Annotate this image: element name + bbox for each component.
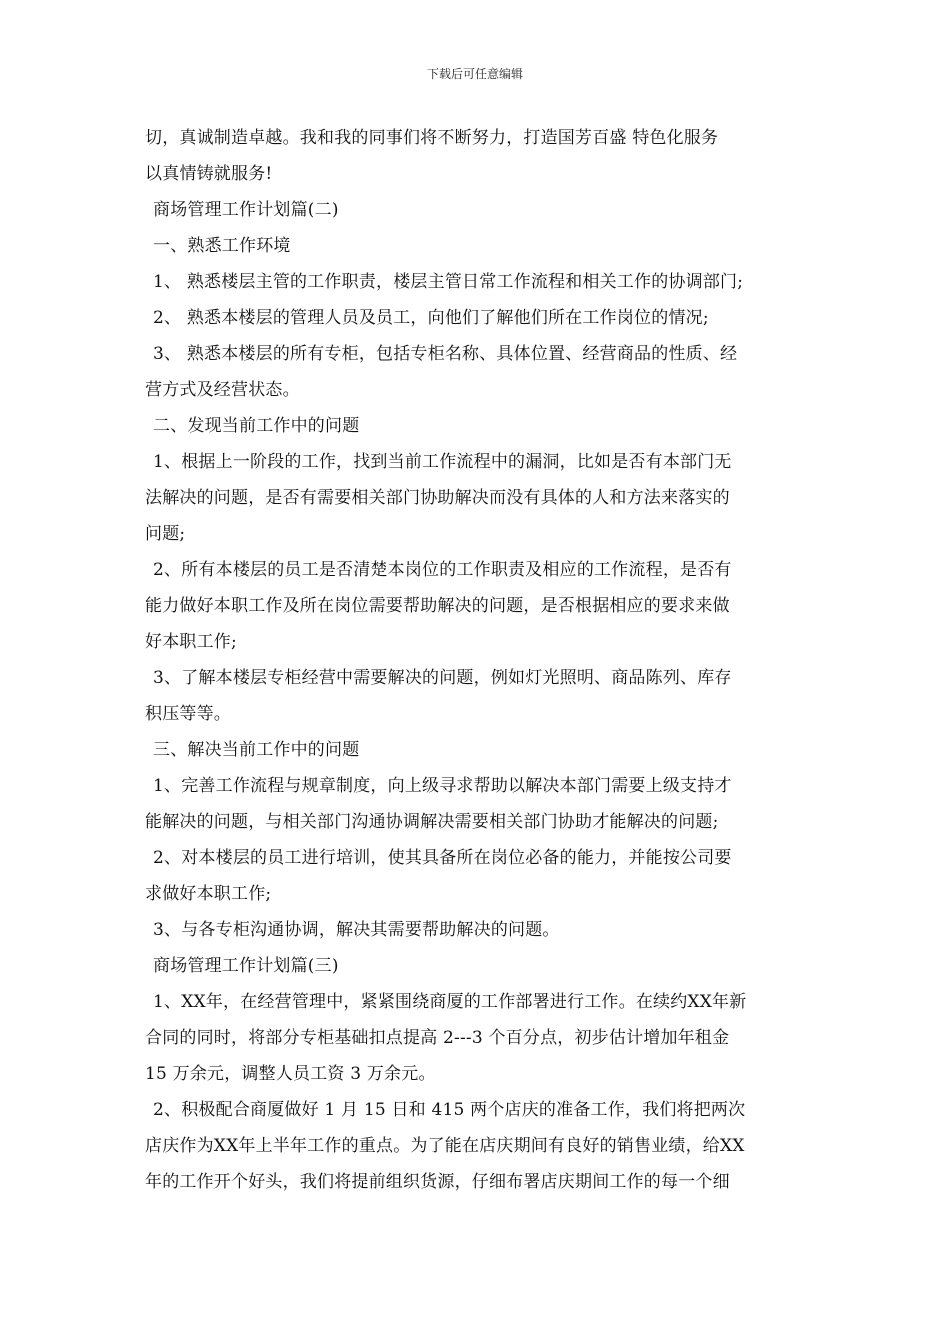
section-heading: 商场管理工作计划篇(三): [153, 956, 339, 976]
text-line: 1、 熟悉楼层主管的工作职责，楼层主管日常工作流程和相关工作的协调部门;: [153, 272, 744, 292]
section-heading: 商场管理工作计划篇(二): [153, 200, 339, 220]
text-line: 3、了解本楼层专柜经营中需要解决的问题，例如灯光照明、商品陈列、库存: [153, 668, 732, 688]
text-line: 15 万余元，调整人员工资 3 万余元。: [145, 1064, 436, 1084]
section-heading: 二、发现当前工作中的问题: [153, 416, 360, 436]
text-line: 3、与各专柜沟通协调，解决其需要帮助解决的问题。: [153, 920, 560, 940]
text-line: 3、 熟悉本楼层的所有专柜，包括专柜名称、具体位置、经营商品的性质、经: [153, 344, 738, 364]
text-line: 积压等等。: [145, 704, 231, 724]
text-line: 2、积极配合商厦做好 1 月 15 日和 415 两个店庆的准备工作，我们将把两次: [153, 1100, 746, 1120]
text-line: 能力做好本职工作及所在岗位需要帮助解决的问题，是否根据相应的要求来做: [145, 596, 730, 616]
text-line: 1、根据上一阶段的工作，找到当前工作流程中的漏洞，比如是否有本部门无: [153, 452, 732, 472]
text-line: 合同的同时，将部分专柜基础扣点提高 2---3 个百分点，初步估计增加年租金: [145, 1028, 730, 1048]
text-line: 切，真诚制造卓越。我和我的同事们将不断努力，打造国芳百盛 特色化服务: [145, 128, 719, 148]
text-line: 法解决的问题，是否有需要相关部门协助解决而没有具体的人和方法来落实的: [145, 488, 730, 508]
text-line: 店庆作为XX年上半年工作的重点。为了能在店庆期间有良好的销售业绩，给XX: [145, 1136, 745, 1156]
text-line: 以真情铸就服务!: [145, 164, 273, 184]
text-line: 1、XX年，在经营管理中，紧紧围绕商厦的工作部署进行工作。在续约XX年新: [153, 992, 747, 1012]
text-line: 2、对本楼层的员工进行培训，使其具备所在岗位必备的能力，并能按公司要: [153, 848, 732, 868]
text-line: 2、所有本楼层的员工是否清楚本岗位的工作职责及相应的工作流程，是否有: [153, 560, 732, 580]
text-line: 能解决的问题，与相关部门沟通协调解决需要相关部门协助才能解决的问题;: [145, 812, 719, 832]
document-body: [145, 120, 815, 1200]
text-line: 1、完善工作流程与规章制度，向上级寻求帮助以解决本部门需要上级支持才: [153, 776, 732, 796]
text-line: 营方式及经营状态。: [145, 380, 300, 400]
section-heading: 一、熟悉工作环境: [153, 236, 291, 256]
text-line: 问题;: [145, 524, 186, 544]
text-line: 好本职工作;: [145, 632, 237, 652]
section-heading: 三、解决当前工作中的问题: [153, 740, 360, 760]
text-line: 求做好本职工作;: [145, 884, 272, 904]
page-header: 下载后可任意编辑: [426, 67, 523, 81]
text-line: 年的工作开个好头，我们将提前组织货源，仔细布署店庆期间工作的每一个细: [145, 1172, 730, 1192]
text-line: 2、 熟悉本楼层的管理人员及员工，向他们了解他们所在工作岗位的情况;: [153, 308, 709, 328]
